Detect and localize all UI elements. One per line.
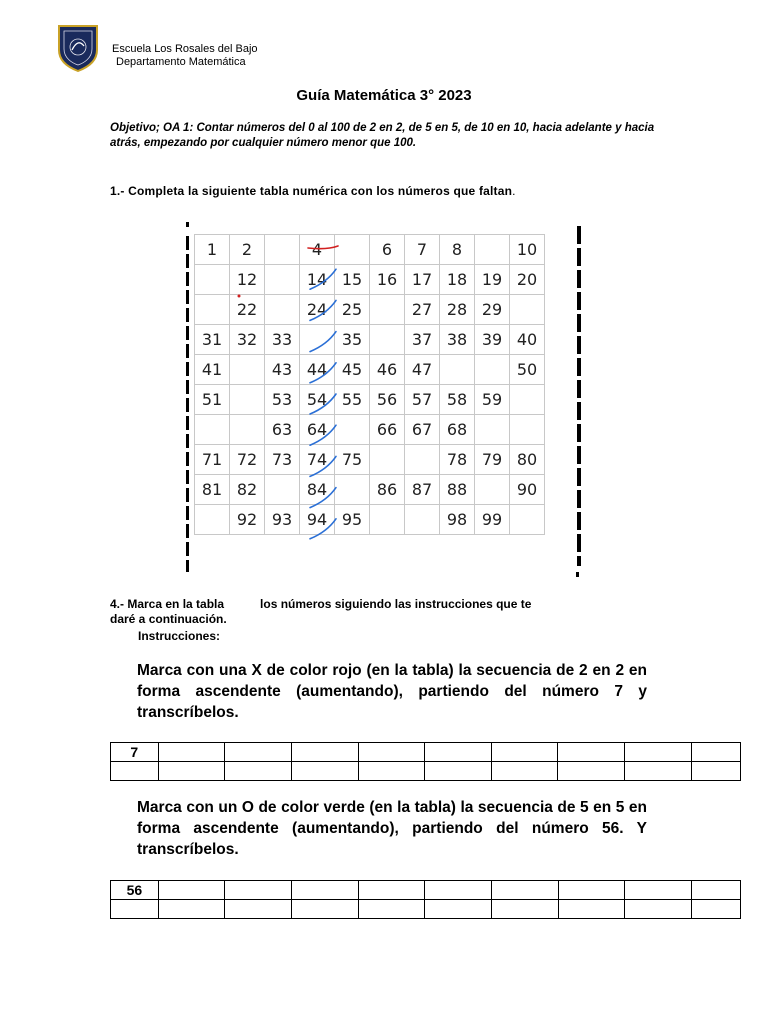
answer-cell[interactable] [691,881,740,900]
grid-cell [265,265,300,295]
grid-cell: 56 [370,385,405,415]
grid-row [195,475,545,505]
grid-cell: 92 [230,505,265,535]
question-4-part1: 4.- Marca en la tabla [110,597,225,611]
school-info [112,43,258,69]
grid-cell: 4 [300,235,335,265]
question-4-part2: los números siguiendo las instrucciones que te [260,597,532,611]
grid-cell: 14 [300,265,335,295]
grid-cell: 40 [510,325,545,355]
question-4-line2: daré a continuación. [110,612,227,626]
answer-cell[interactable] [225,900,292,919]
grid-cell: 78 [440,445,475,475]
grid-cell: 82 [230,475,265,505]
grid-cell: 28 [440,295,475,325]
answer-cell[interactable] [292,900,359,919]
grid-cell [475,475,510,505]
grid-cell: 72 [230,445,265,475]
answer-row [111,900,741,919]
grid-row [195,445,545,475]
grid-cell [335,475,370,505]
grid-cell: 86 [370,475,405,505]
answer-cell[interactable] [358,900,425,919]
grid-row [195,415,545,445]
start-number-cell: 56 [111,881,159,900]
grid-cell: 79 [475,445,510,475]
grid-cell: 74 [300,445,335,475]
answer-cell[interactable] [292,881,359,900]
grid-cell: 17 [405,265,440,295]
grid-cell: 43 [265,355,300,385]
grid-cell [230,415,265,445]
answer-cell[interactable] [425,762,492,781]
grid-cell: 15 [335,265,370,295]
answer-cell[interactable] [111,900,159,919]
grid-cell: 19 [475,265,510,295]
grid-cell: 6 [370,235,405,265]
grid-cell [370,505,405,535]
grid-row [195,325,545,355]
answer-cell[interactable] [358,881,425,900]
grid-cell: 1 [195,235,230,265]
grid-row [195,295,545,325]
grid-cell: 51 [195,385,230,415]
answer-cell[interactable] [358,762,425,781]
grid-cell [230,355,265,385]
grid-cell [510,385,545,415]
grid-cell: 16 [370,265,405,295]
grid-cell [370,445,405,475]
grid-cell: 90 [510,475,545,505]
answer-cell[interactable] [111,762,159,781]
answer-cell[interactable] [291,762,358,781]
grid-cell: 47 [405,355,440,385]
grid-cell: 41 [195,355,230,385]
grid-row [195,355,545,385]
grid-cell: 95 [335,505,370,535]
grid-cell [265,295,300,325]
answer-row [111,881,741,900]
answer-cell[interactable] [491,881,558,900]
department-name: Departamento Matemática [116,56,246,68]
answer-cell[interactable] [625,881,692,900]
scan-edge-right [577,226,581,566]
grid-cell [195,505,230,535]
answer-cell[interactable] [691,900,740,919]
grid-cell: 33 [265,325,300,355]
answer-cell[interactable] [558,881,625,900]
grid-cell: 64 [300,415,335,445]
grid-cell: 53 [265,385,300,415]
answer-cell[interactable] [691,762,740,781]
scan-mark-top [186,222,189,227]
question-1-period: . [512,184,516,198]
grid-cell: 55 [335,385,370,415]
grid-cell: 7 [405,235,440,265]
answer-cell[interactable] [425,743,492,762]
number-table [194,234,545,535]
answer-cell[interactable] [358,743,425,762]
grid-cell: 44 [300,355,335,385]
answer-cell[interactable] [291,743,358,762]
grid-cell: 73 [265,445,300,475]
grid-cell: 20 [510,265,545,295]
answer-row [111,762,741,781]
answer-cell[interactable] [625,900,692,919]
grid-cell: 39 [475,325,510,355]
grid-cell: 99 [475,505,510,535]
instructions-label: Instrucciones: [138,629,221,643]
grid-cell: 66 [370,415,405,445]
answer-cell[interactable] [425,881,492,900]
grid-cell [300,325,335,355]
school-crest-icon [56,22,100,72]
answer-cell[interactable] [158,762,225,781]
answer-row [111,743,741,762]
answer-cell[interactable] [225,743,292,762]
instruction-1: Marca con una X de color rojo (en la tabla) la secuencia de 2 en 2 en forma ascendente (aumentando), partiendo del número 7 y transcríbelos. [137,662,647,721]
grid-cell [475,235,510,265]
question-1-text: 1.- Completa la siguiente tabla numérica con los números que faltan [110,184,513,198]
grid-cell [405,445,440,475]
grid-cell [195,415,230,445]
grid-cell: 80 [510,445,545,475]
grid-cell [335,415,370,445]
scan-mark-bottom [576,572,579,577]
grid-cell: 54 [300,385,335,415]
grid-cell: 98 [440,505,475,535]
answer-table-2 [110,880,741,919]
grid-cell [195,295,230,325]
grid-cell: 25 [335,295,370,325]
grid-cell [475,415,510,445]
number-grid-image [184,222,582,578]
grid-cell: 63 [265,415,300,445]
grid-cell: 67 [405,415,440,445]
answer-cell[interactable] [491,762,558,781]
grid-cell: 35 [335,325,370,355]
grid-cell: 38 [440,325,475,355]
grid-cell: 10 [510,235,545,265]
grid-cell: 24 [300,295,335,325]
grid-cell: 22 [230,295,265,325]
grid-cell [510,415,545,445]
grid-cell: 58 [440,385,475,415]
grid-cell: 94 [300,505,335,535]
grid-cell [195,265,230,295]
grid-cell [230,385,265,415]
objective-text: Objetivo; OA 1: Contar números del 0 al 100 de 2 en 2, de 5 en 5, de 10 en 10, hacia adelante y hacia atrás, empezando por cualquier número menor que 100. [110,122,655,149]
question-4 [110,597,670,627]
grid-row [195,235,545,265]
answer-cell[interactable] [491,743,558,762]
scan-edge-left [186,236,189,572]
question-1 [110,184,516,198]
grid-cell [265,235,300,265]
grid-cell: 59 [475,385,510,415]
grid-cell: 12 [230,265,265,295]
answer-cell[interactable] [625,743,692,762]
grid-cell [440,355,475,385]
answer-cell[interactable] [225,762,292,781]
answer-cell[interactable] [491,900,558,919]
answer-table-1 [110,742,741,781]
answer-cell[interactable] [158,881,225,900]
grid-cell: 50 [510,355,545,385]
grid-cell: 37 [405,325,440,355]
grid-cell: 2 [230,235,265,265]
grid-cell [475,355,510,385]
grid-cell: 68 [440,415,475,445]
school-name: Escuela Los Rosales del Bajo [112,43,258,55]
answer-cell[interactable] [558,743,625,762]
grid-cell: 81 [195,475,230,505]
grid-cell: 87 [405,475,440,505]
answer-cell[interactable] [425,900,492,919]
answer-cell[interactable] [158,743,225,762]
grid-row [195,385,545,415]
grid-cell [510,295,545,325]
answer-cell[interactable] [225,881,292,900]
grid-cell: 75 [335,445,370,475]
start-number-cell: 7 [111,743,159,762]
grid-cell [405,505,440,535]
grid-cell [335,235,370,265]
grid-cell: 8 [440,235,475,265]
grid-cell [370,295,405,325]
answer-cell[interactable] [691,743,740,762]
grid-cell: 18 [440,265,475,295]
grid-cell: 31 [195,325,230,355]
grid-cell: 71 [195,445,230,475]
grid-row [195,265,545,295]
grid-cell: 29 [475,295,510,325]
answer-cell[interactable] [625,762,692,781]
grid-cell: 32 [230,325,265,355]
answer-cell[interactable] [158,900,225,919]
grid-cell: 46 [370,355,405,385]
grid-cell: 93 [265,505,300,535]
grid-cell [265,475,300,505]
grid-cell [370,325,405,355]
page-title: Guía Matemática 3° 2023 [296,87,472,104]
grid-cell: 88 [440,475,475,505]
answer-cell[interactable] [558,762,625,781]
grid-cell [510,505,545,535]
grid-cell: 84 [300,475,335,505]
grid-cell: 57 [405,385,440,415]
grid-row [195,505,545,535]
answer-cell[interactable] [558,900,625,919]
grid-cell: 27 [405,295,440,325]
instruction-2: Marca con un O de color verde (en la tabla) la secuencia de 5 en 5 en forma ascendente (aumentando), partiendo del número 56. Y transcríbelos. [137,799,647,858]
grid-cell: 45 [335,355,370,385]
